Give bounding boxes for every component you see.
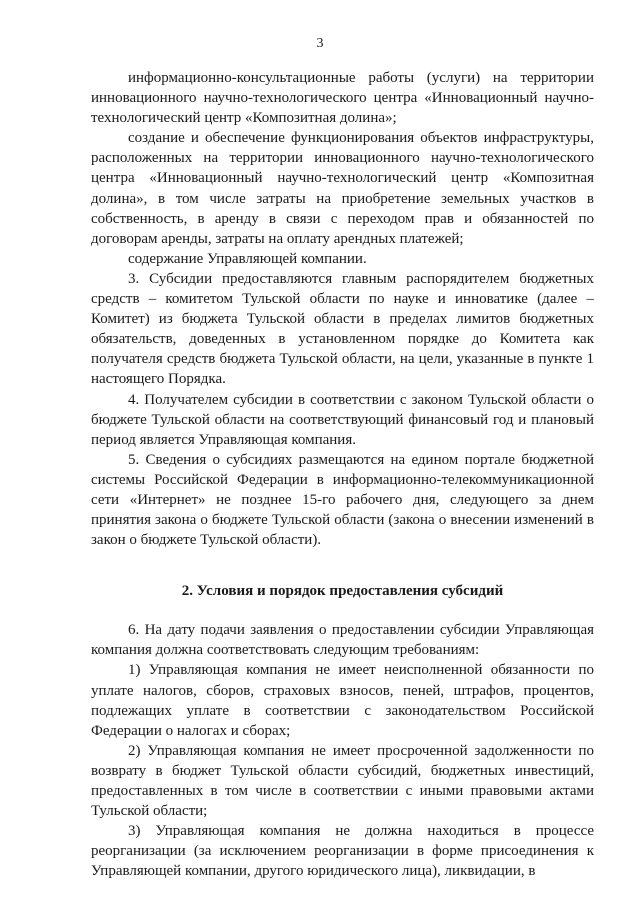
document-body	[91, 68, 594, 881]
section-heading: 2. Условия и порядок предоставления субсидий	[181, 583, 504, 600]
paragraph-infrastructure: создание и обеспечение функционирования объектов инфраструктуры, расположенных на территории инновационного научно-технологического центра «Инновационный научно-технологический центр «Композитная долина», в том числе затраты на приобретение земельных участков в собственность, в аренду в связи с переходом прав и обязанностей по договорам аренды, затраты на оплату арендных платежей;	[91, 130, 594, 247]
paragraph-requirement-1: 1) Управляющая компания не имеет неисполненной обязанности по уплате налогов, сборов, страховых взносов, пеней, штрафов, процентов, подлежащих уплате в соответствии с законодательством Российской Федерации о налогах и сборах;	[91, 662, 594, 739]
page-number: 3	[316, 36, 324, 51]
paragraph-requirement-3: 3) Управляющая компания не должна находиться в процессе реорганизации (за исключением реорганизации в форме присоединения к Управляющей компании, другого юридического лица), ликвидации, в	[91, 823, 594, 880]
paragraph-item-3: 3. Субсидии предоставляются главным распорядителем бюджетных средств – комитетом Тульской области по науке и инноватике (далее – Комитет) из бюджета Тульской области в пределах лимитов бюджетных обязательств, доведенных в установленном порядке до Комитета как получателя средств бюджета Тульской области, на цели, указанные в пункте 1 настоящего Порядка.	[91, 270, 594, 388]
paragraph-maintenance: содержание Управляющей компании.	[128, 250, 367, 267]
paragraph-requirement-2: 2) Управляющая компания не имеет просроченной задолженности по возврату в бюджет Тульской области субсидий, бюджетных инвестиций, предоставленных в том числе в соответствии с иными правовыми актами Тульской области;	[91, 742, 594, 820]
paragraph-consulting-works: информационно-консультационные работы (услуги) на территории инновационного научно-технологического центра «Инновационный научно-технологический центр «Композитная долина»;	[91, 70, 594, 127]
paragraph-item-6: 6. На дату подачи заявления о предоставлении субсидии Управляющая компания должна соответствовать следующим требованиям:	[91, 622, 594, 659]
paragraph-item-5: 5. Сведения о субсидиях размещаются на едином портале бюджетной системы Российской Федерации в информационно-телекоммуникационной сети «Интернет» не позднее 15-го рабочего дня, следующего за днем принятия закона о бюджете Тульской области (закона о внесении изменений в закон о бюджете Тульской области).	[91, 451, 594, 549]
paragraph-item-4: 4. Получателем субсидии в соответствии с законом Тульской области о бюджете Тульской области на соответствующий финансовый год и плановый период является Управляющая компания.	[91, 391, 594, 448]
